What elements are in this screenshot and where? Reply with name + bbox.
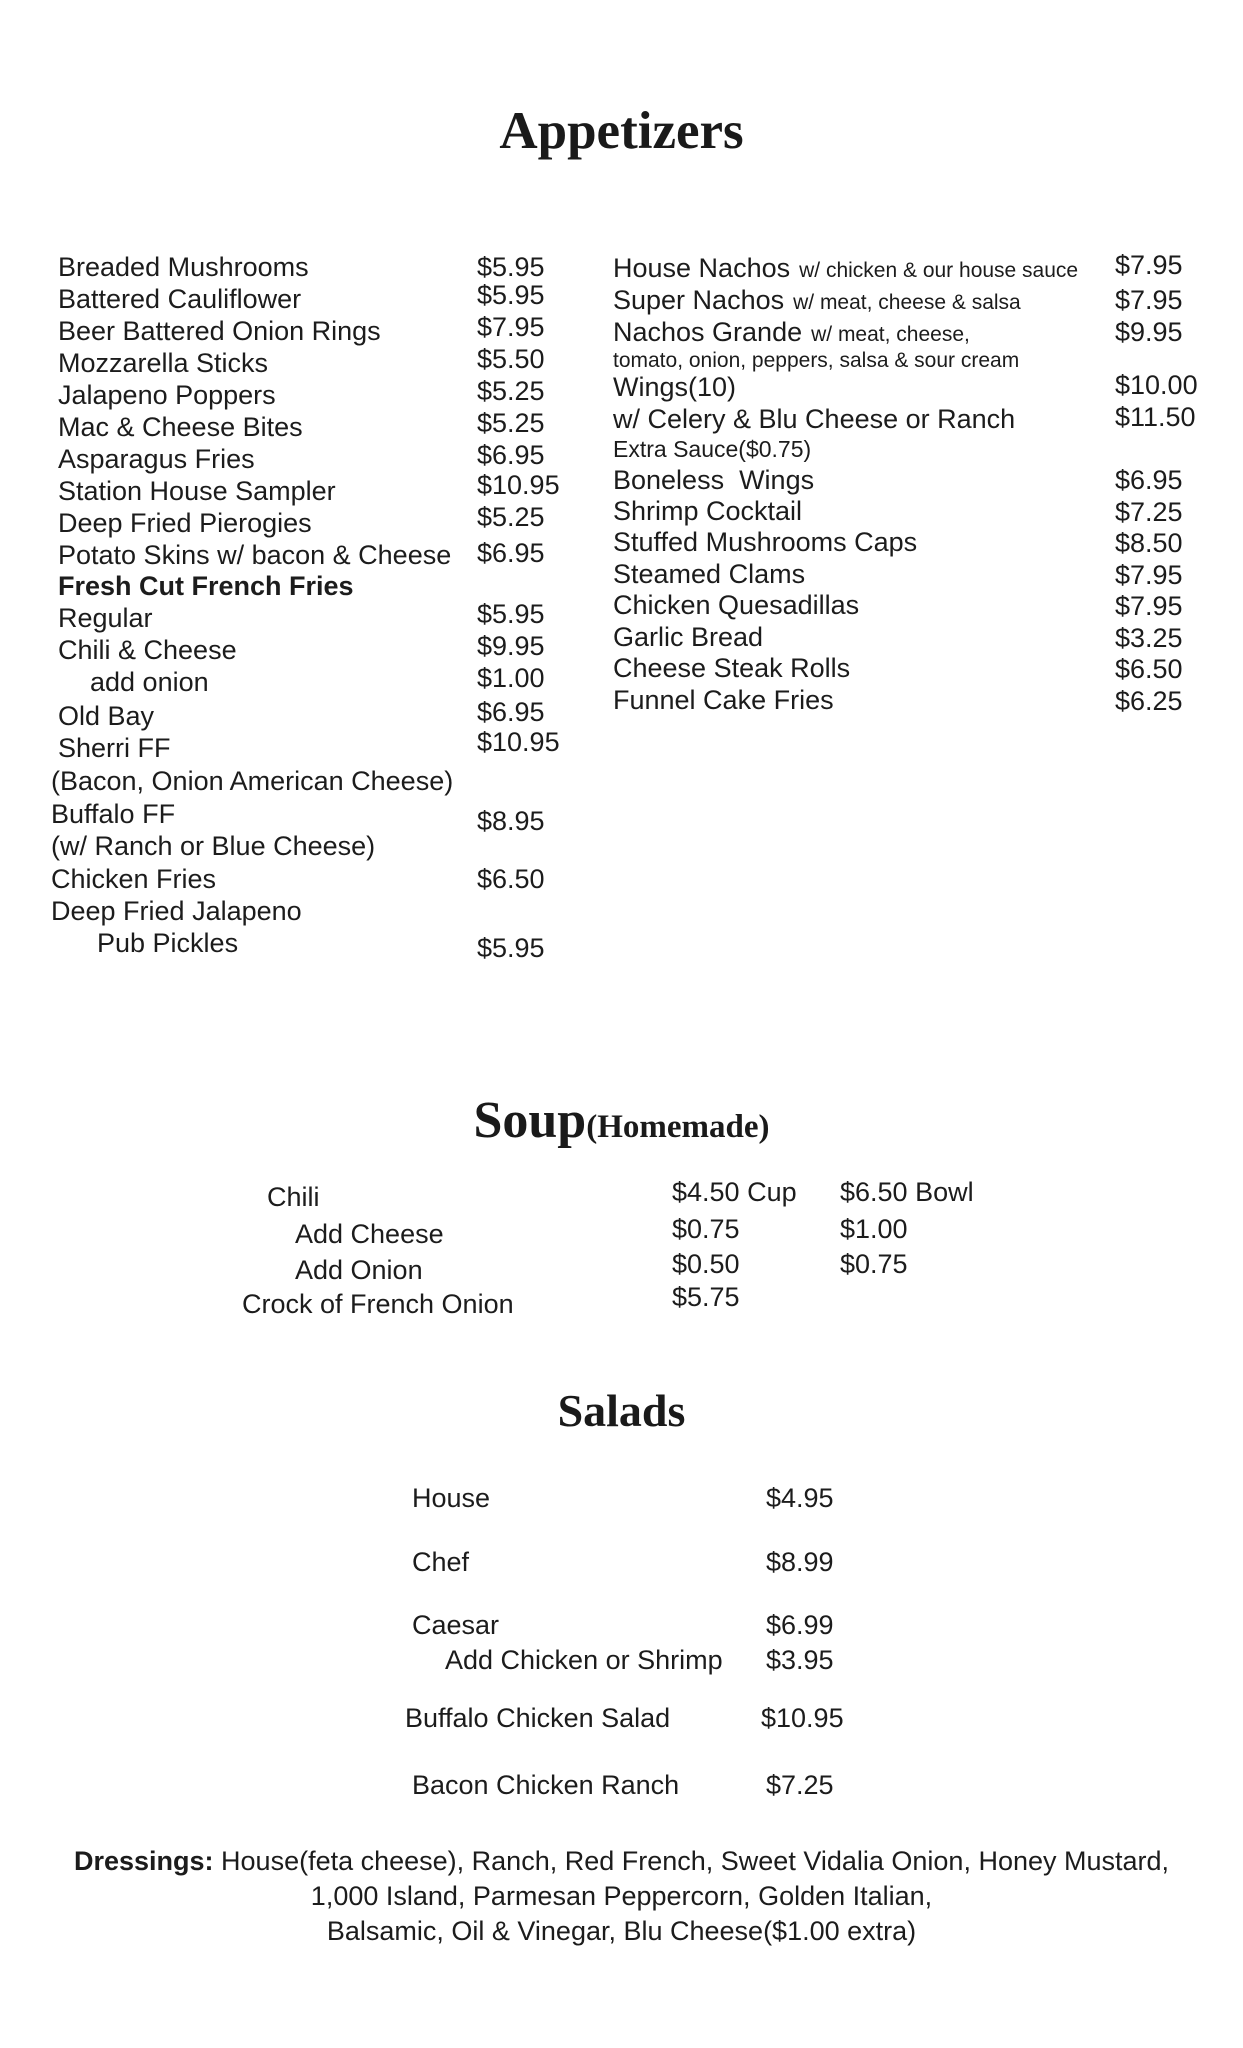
dressings-label: Dressings: (73, 1846, 214, 1876)
item-name (613, 285, 1021, 316)
section-title-soup (0, 1092, 1243, 1149)
item-price: $6.95 (477, 697, 545, 727)
item-price: $4.95 (766, 1483, 834, 1513)
item-name: Beer Battered Onion Rings (58, 316, 381, 346)
item-name: House (412, 1483, 491, 1513)
item-note: Extra Sauce($0.75) (613, 436, 812, 462)
item-price-cup: $0.50 (672, 1249, 740, 1279)
dressings-line-1 (0, 1846, 1243, 1877)
item-price: $3.25 (1115, 623, 1183, 653)
item-name-main: Nachos Grande (613, 317, 803, 347)
item-name: Mozzarella Sticks (58, 348, 269, 378)
item-name: Steamed Clams (613, 559, 806, 589)
item-name: Asparagus Fries (58, 444, 255, 474)
item-price: $7.95 (1115, 250, 1183, 280)
item-price-bowl: $6.50 Bowl (840, 1177, 974, 1207)
item-price-cup: $5.75 (672, 1282, 740, 1312)
item-price: $5.25 (477, 376, 545, 406)
subsection-title-fresh-cut-french-fries: Fresh Cut French Fries (58, 571, 354, 601)
item-note: w/ meat, cheese, (811, 323, 970, 346)
soup-title: Soup (473, 1092, 587, 1149)
item-price: $3.95 (766, 1645, 834, 1675)
section-title-salads: Salads (557, 1385, 686, 1436)
item-name: w/ Celery & Blu Cheese or Ranch (613, 404, 1016, 434)
item-price: $9.95 (1115, 317, 1183, 347)
item-name: Garlic Bread (613, 622, 764, 652)
item-name: Potato Skins w/ bacon & Cheese (58, 540, 452, 570)
item-price: $6.99 (766, 1610, 834, 1640)
item-name-main: Super Nachos (613, 285, 785, 315)
item-price-cup: $0.75 (672, 1214, 740, 1244)
item-name: Deep Fried Pierogies (58, 508, 312, 538)
item-price: $7.95 (1115, 560, 1183, 590)
item-price: $7.25 (1115, 497, 1183, 527)
item-name (613, 253, 1078, 284)
section-title-appetizers: Appetizers (499, 102, 744, 160)
item-price: $5.95 (477, 252, 545, 282)
item-price: $5.95 (477, 933, 545, 963)
item-note: w/ meat, cheese & salsa (793, 291, 1021, 314)
item-price: $11.50 (1115, 402, 1196, 432)
item-price: $7.25 (766, 1770, 834, 1800)
item-price: $6.95 (1115, 465, 1183, 495)
item-name: Chicken Quesadillas (613, 590, 860, 620)
item-name (613, 317, 970, 348)
item-price: $6.25 (1115, 686, 1183, 716)
item-name: Crock of French Onion (242, 1289, 514, 1319)
item-name-main: House Nachos (613, 253, 791, 283)
dressings-line-2: 1,000 Island, Parmesan Peppercorn, Golden Italian, (310, 1881, 933, 1911)
dressings-line-3: Balsamic, Oil & Vinegar, Blu Cheese($1.00 extra) (326, 1916, 917, 1946)
item-name: Chicken Fries (51, 864, 217, 894)
item-name: Chef (412, 1547, 470, 1577)
item-price: $5.95 (477, 280, 545, 310)
item-name: Station House Sampler (58, 476, 336, 506)
item-name: Chili (267, 1182, 320, 1212)
item-price: $8.99 (766, 1547, 834, 1577)
item-name: Bacon Chicken Ranch (412, 1770, 680, 1800)
item-note: (Bacon, Onion American Cheese) (51, 766, 454, 796)
item-price: $7.95 (1115, 285, 1183, 315)
dressings-text: House(feta cheese), Ranch, Red French, Sweet Vidalia Onion, Honey Mustard, (213, 1846, 1170, 1876)
item-price-bowl: $1.00 (840, 1214, 908, 1244)
item-price: $5.50 (477, 344, 545, 374)
item-price: $8.95 (477, 806, 545, 836)
item-note: (w/ Ranch or Blue Cheese) (51, 831, 376, 861)
item-price: $5.95 (477, 599, 545, 629)
item-name: Buffalo FF (51, 799, 176, 829)
item-name: Mac & Cheese Bites (58, 412, 303, 442)
item-price: $1.00 (477, 663, 545, 693)
item-name: Stuffed Mushrooms Caps (613, 527, 918, 557)
item-price-bowl: $0.75 (840, 1249, 908, 1279)
item-name: Breaded Mushrooms (58, 252, 309, 282)
item-price: $6.50 (477, 864, 545, 894)
item-name: Deep Fried Jalapeno (51, 896, 302, 926)
item-name: Boneless Wings (613, 465, 815, 495)
item-name: Chili & Cheese (58, 635, 237, 665)
item-note: w/ chicken & our house sauce (799, 259, 1079, 282)
item-name: Add Chicken or Shrimp (445, 1645, 723, 1675)
item-name: Pub Pickles (97, 928, 239, 958)
item-name: Caesar (412, 1610, 500, 1640)
item-name: Add Cheese (295, 1219, 444, 1249)
item-price: $9.95 (477, 631, 545, 661)
item-name: Wings(10) (613, 372, 737, 402)
item-price: $6.50 (1115, 654, 1183, 684)
item-price: $10.95 (477, 727, 560, 757)
item-name: Add Onion (295, 1255, 423, 1285)
item-name: Sherri FF (58, 733, 171, 763)
item-price: $10.95 (477, 470, 560, 500)
item-price: $5.25 (477, 408, 545, 438)
soup-subtitle: (Homemade) (586, 1109, 770, 1145)
item-name: Regular (58, 603, 153, 633)
item-price: $10.00 (1115, 370, 1198, 400)
item-name: Buffalo Chicken Salad (405, 1703, 671, 1733)
item-price: $7.95 (1115, 591, 1183, 621)
item-name: Battered Cauliflower (58, 284, 302, 314)
item-price: $10.95 (761, 1703, 844, 1733)
item-price: $6.95 (477, 538, 545, 568)
item-price: $7.95 (477, 312, 545, 342)
item-name: Cheese Steak Rolls (613, 653, 851, 683)
item-name: Funnel Cake Fries (613, 685, 834, 715)
item-name: add onion (90, 667, 209, 697)
item-price: $6.95 (477, 440, 545, 470)
item-name: Jalapeno Poppers (58, 380, 276, 410)
item-name: Old Bay (58, 701, 155, 731)
item-note: tomato, onion, peppers, salsa & sour cream (613, 349, 1020, 372)
item-price: $8.50 (1115, 528, 1183, 558)
item-price: $5.25 (477, 502, 545, 532)
item-price-cup: $4.50 Cup (672, 1177, 797, 1207)
item-name: Shrimp Cocktail (613, 496, 803, 526)
